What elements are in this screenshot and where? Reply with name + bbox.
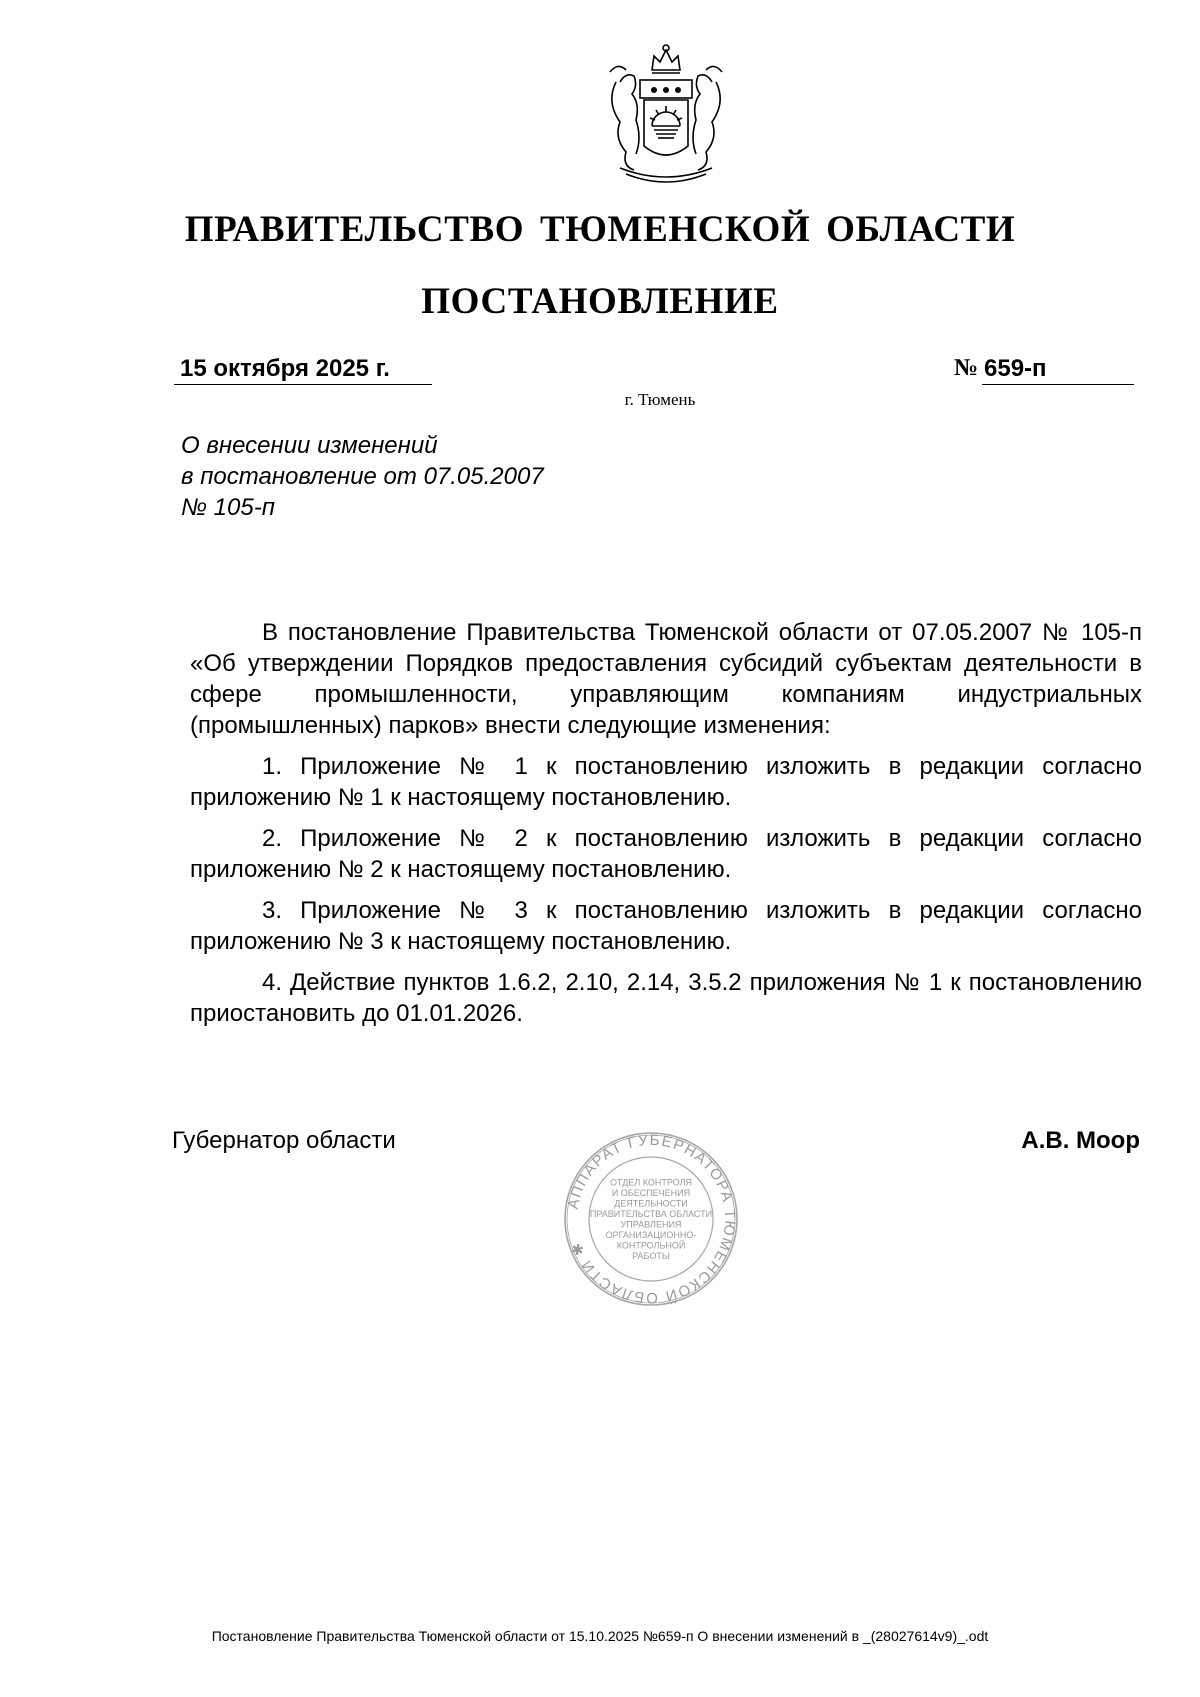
stamp-inner-line: КОНТРОЛЬНОЙ [616, 1240, 686, 1251]
number-sign: № [954, 355, 979, 381]
subject-line: № 105-п [181, 494, 275, 521]
stamp-inner-line: ОТДЕЛ КОНТРОЛЯ [610, 1177, 692, 1188]
stamp-inner-line: РАБОТЫ [632, 1250, 670, 1261]
document-date: 15 октября 2025 г. [180, 355, 390, 382]
number-underline [982, 384, 1134, 385]
stamp-inner-line: ДЕЯТЕЛЬНОСТИ [614, 1198, 688, 1209]
stamp-inner-line: И ОБЕСПЕЧЕНИЯ [611, 1187, 691, 1198]
signatory-title: Губернатор области [172, 1127, 396, 1154]
body-paragraph: 1. Приложение № 1 к постановлению изложить в редакции согласно приложению № 1 к настоящему постановлению. [190, 753, 1142, 811]
stamp-inner-line: УПРАВЛЕНИЯ [620, 1219, 682, 1230]
organization-title: ПРАВИТЕЛЬСТВО ТЮМЕНСКОЙ ОБЛАСТИ [184, 209, 1016, 250]
stamp-inner-line: ОРГАНИЗАЦИОННО- [605, 1229, 697, 1240]
stamp-outer-text: АППАРАТ ГУБЕРНАТОРА ТЮМЕНСКОЙ ОБЛАСТИ ✱ [564, 1131, 739, 1307]
document-type: ПОСТАНОВЛЕНИЕ [421, 281, 779, 322]
document-subject [181, 430, 544, 523]
document-number: 659-п [984, 355, 1047, 382]
document-body [190, 617, 1142, 1039]
body-paragraph: В постановление Правительства Тюменской области от 07.05.2007 № 105-п «Об утверждении Порядков предоставления субсидий субъектам деятельности в сфере промышленности, управляющим компаниям индустриальных (промышленных) парков» внести следующие изменения: [190, 619, 1142, 739]
footer-filename: Постановление Правительства Тюменской области от 15.10.2025 №659-п О внесении изменений в _(28027614v9)_.odt [211, 1628, 989, 1644]
coat-of-arms-icon [596, 42, 736, 190]
stamp-inner-line: ПРАВИТЕЛЬСТВА ОБЛАСТИ [589, 1208, 713, 1219]
signatory-name: А.В. Моор [1021, 1127, 1140, 1154]
body-paragraph: 4. Действие пунктов 1.6.2, 2.10, 2.14, 3.5.2 приложения № 1 к постановлению приостановить до 01.01.2026. [190, 969, 1142, 1027]
official-stamp [562, 1130, 740, 1308]
body-paragraph: 3. Приложение № 3 к постановлению изложить в редакции согласно приложению № 3 к настоящему постановлению. [190, 897, 1142, 955]
subject-line: О внесении изменений [181, 432, 438, 459]
body-paragraph: 2. Приложение № 2 к постановлению изложить в редакции согласно приложению № 2 к настоящему постановлению. [190, 825, 1142, 883]
date-underline [174, 384, 432, 385]
subject-line: в постановление от 07.05.2007 [181, 463, 544, 490]
city: г. Тюмень [624, 390, 696, 409]
